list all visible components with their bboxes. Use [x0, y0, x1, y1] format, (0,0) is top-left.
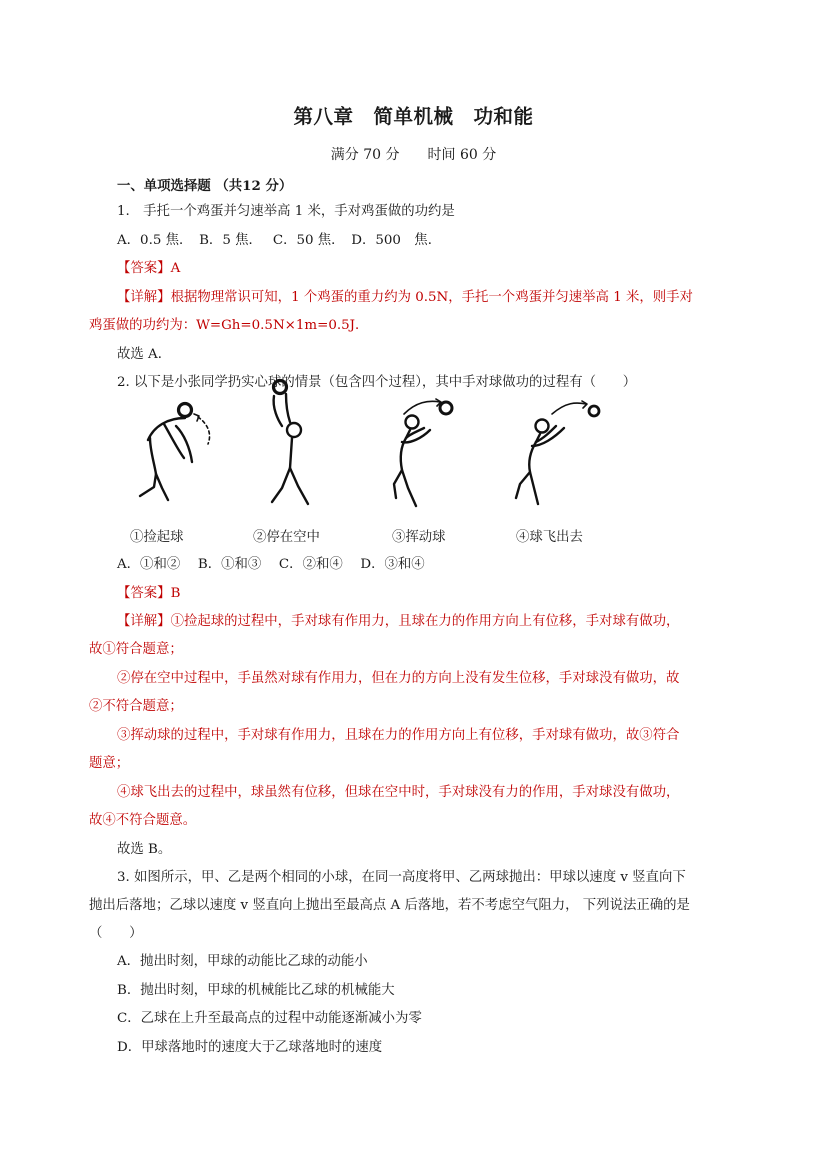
caption-4: ④球飞出去	[516, 530, 583, 545]
caption-1: ①捡起球	[130, 530, 184, 545]
q3-stem-line-3: （ ）	[89, 926, 143, 941]
q1-detail	[117, 289, 693, 307]
q2-detail-line-3: ②停在空中过程中，手虽然对球有作用力，但在力的方向上没有发生位移，手对球没有做功，故	[117, 671, 680, 686]
q2-detail-line-2: 故①符合题意；	[89, 642, 183, 657]
q2-conclusion: 故选 B。	[117, 842, 172, 857]
q3-option-b: B．抛出时刻，甲球的机械能比乙球的机械能大	[117, 983, 395, 998]
q2-detail-line-4: ②不符合题意；	[89, 699, 183, 714]
caption-3: ③挥动球	[392, 530, 446, 545]
q1-detail-line1: 根据物理常识可知，1 个鸡蛋的重力约为 0.5N，手托一个鸡蛋并匀速举高 1 米，则手对	[170, 290, 693, 305]
q1-answer-tag: 【答案】	[117, 261, 171, 276]
q2-detail-line-6: 题意；	[89, 756, 130, 771]
q2-detail-line-5: ③挥动球的过程中，手对球有作用力，且球在力的作用方向上有位移，手对球有做功，故③符合	[117, 728, 680, 743]
figure-pick-up-ball	[128, 392, 218, 507]
page-title: 第八章 简单机械 功和能	[293, 105, 534, 128]
q2-stem: 2. 以下是小张同学扔实心球的情景（包含四个过程），其中手对球做功的过程有（ ）	[117, 375, 637, 390]
q2-answer	[117, 585, 180, 603]
figure-ball-flies-out	[506, 398, 606, 508]
q1-stem: 1. 手托一个鸡蛋并匀速举高 1 米，手对鸡蛋做的功约是	[117, 204, 455, 219]
q2-detail-line-1: ①捡起球的过程中，手对球有作用力，且球在力的作用方向上有位移，手对球有做功，	[170, 614, 680, 629]
q3-stem-line-1: 3. 如图所示，甲、乙是两个相同的小球，在同一高度将甲、乙两球抛出：甲球以速度 v 竖直向下	[117, 870, 686, 885]
q3-option-a: A．抛出时刻，甲球的动能比乙球的动能小	[117, 954, 368, 969]
q1-detail-line2: 鸡蛋做的功约为：W=Gh=0.5N×1m=0.5J．	[89, 318, 369, 333]
q2-answer-value: B	[170, 586, 181, 601]
q2-options: A．①和② B．①和③ C．②和④ D．③和④	[117, 557, 425, 572]
q1-options: A．0.5 焦． B．5 焦． C．50 焦． D．500 焦．	[117, 233, 442, 248]
q2-detail-line-7: ④球飞出去的过程中，球虽然有位移，但球在空中时，手对球没有力的作用，手对球没有做功，	[117, 785, 680, 800]
q2-detail-tag: 【详解】	[117, 614, 171, 629]
section-heading: 一、单项选择题 （共12 分）	[117, 178, 293, 194]
q2-answer-tag: 【答案】	[117, 586, 171, 601]
q1-answer	[117, 260, 180, 278]
exam-info: 满分 70 分 时间 60 分	[330, 147, 497, 163]
q3-option-d: D．甲球落地时的速度大于乙球落地时的速度	[117, 1040, 383, 1055]
caption-2: ②停在空中	[253, 530, 320, 545]
q3-stem-line-2: 抛出后落地；乙球以速度 v 竖直向上抛出至最高点 A 后落地，若不考虑空气阻力， 下列说法正确的是	[89, 898, 690, 913]
q3-option-c: C．乙球在上升至最高点的过程中动能逐渐减小为零	[117, 1011, 422, 1026]
q1-answer-value: A	[170, 261, 181, 276]
figure-swing-ball	[380, 398, 470, 518]
q1-detail-tag: 【详解】	[117, 290, 171, 305]
q2-detail-line-8: 故④不符合题意。	[89, 813, 197, 828]
q1-conclusion: 故选 A．	[117, 347, 172, 362]
figure-hold-ball-overhead	[252, 378, 332, 513]
q2-detail	[117, 613, 679, 631]
